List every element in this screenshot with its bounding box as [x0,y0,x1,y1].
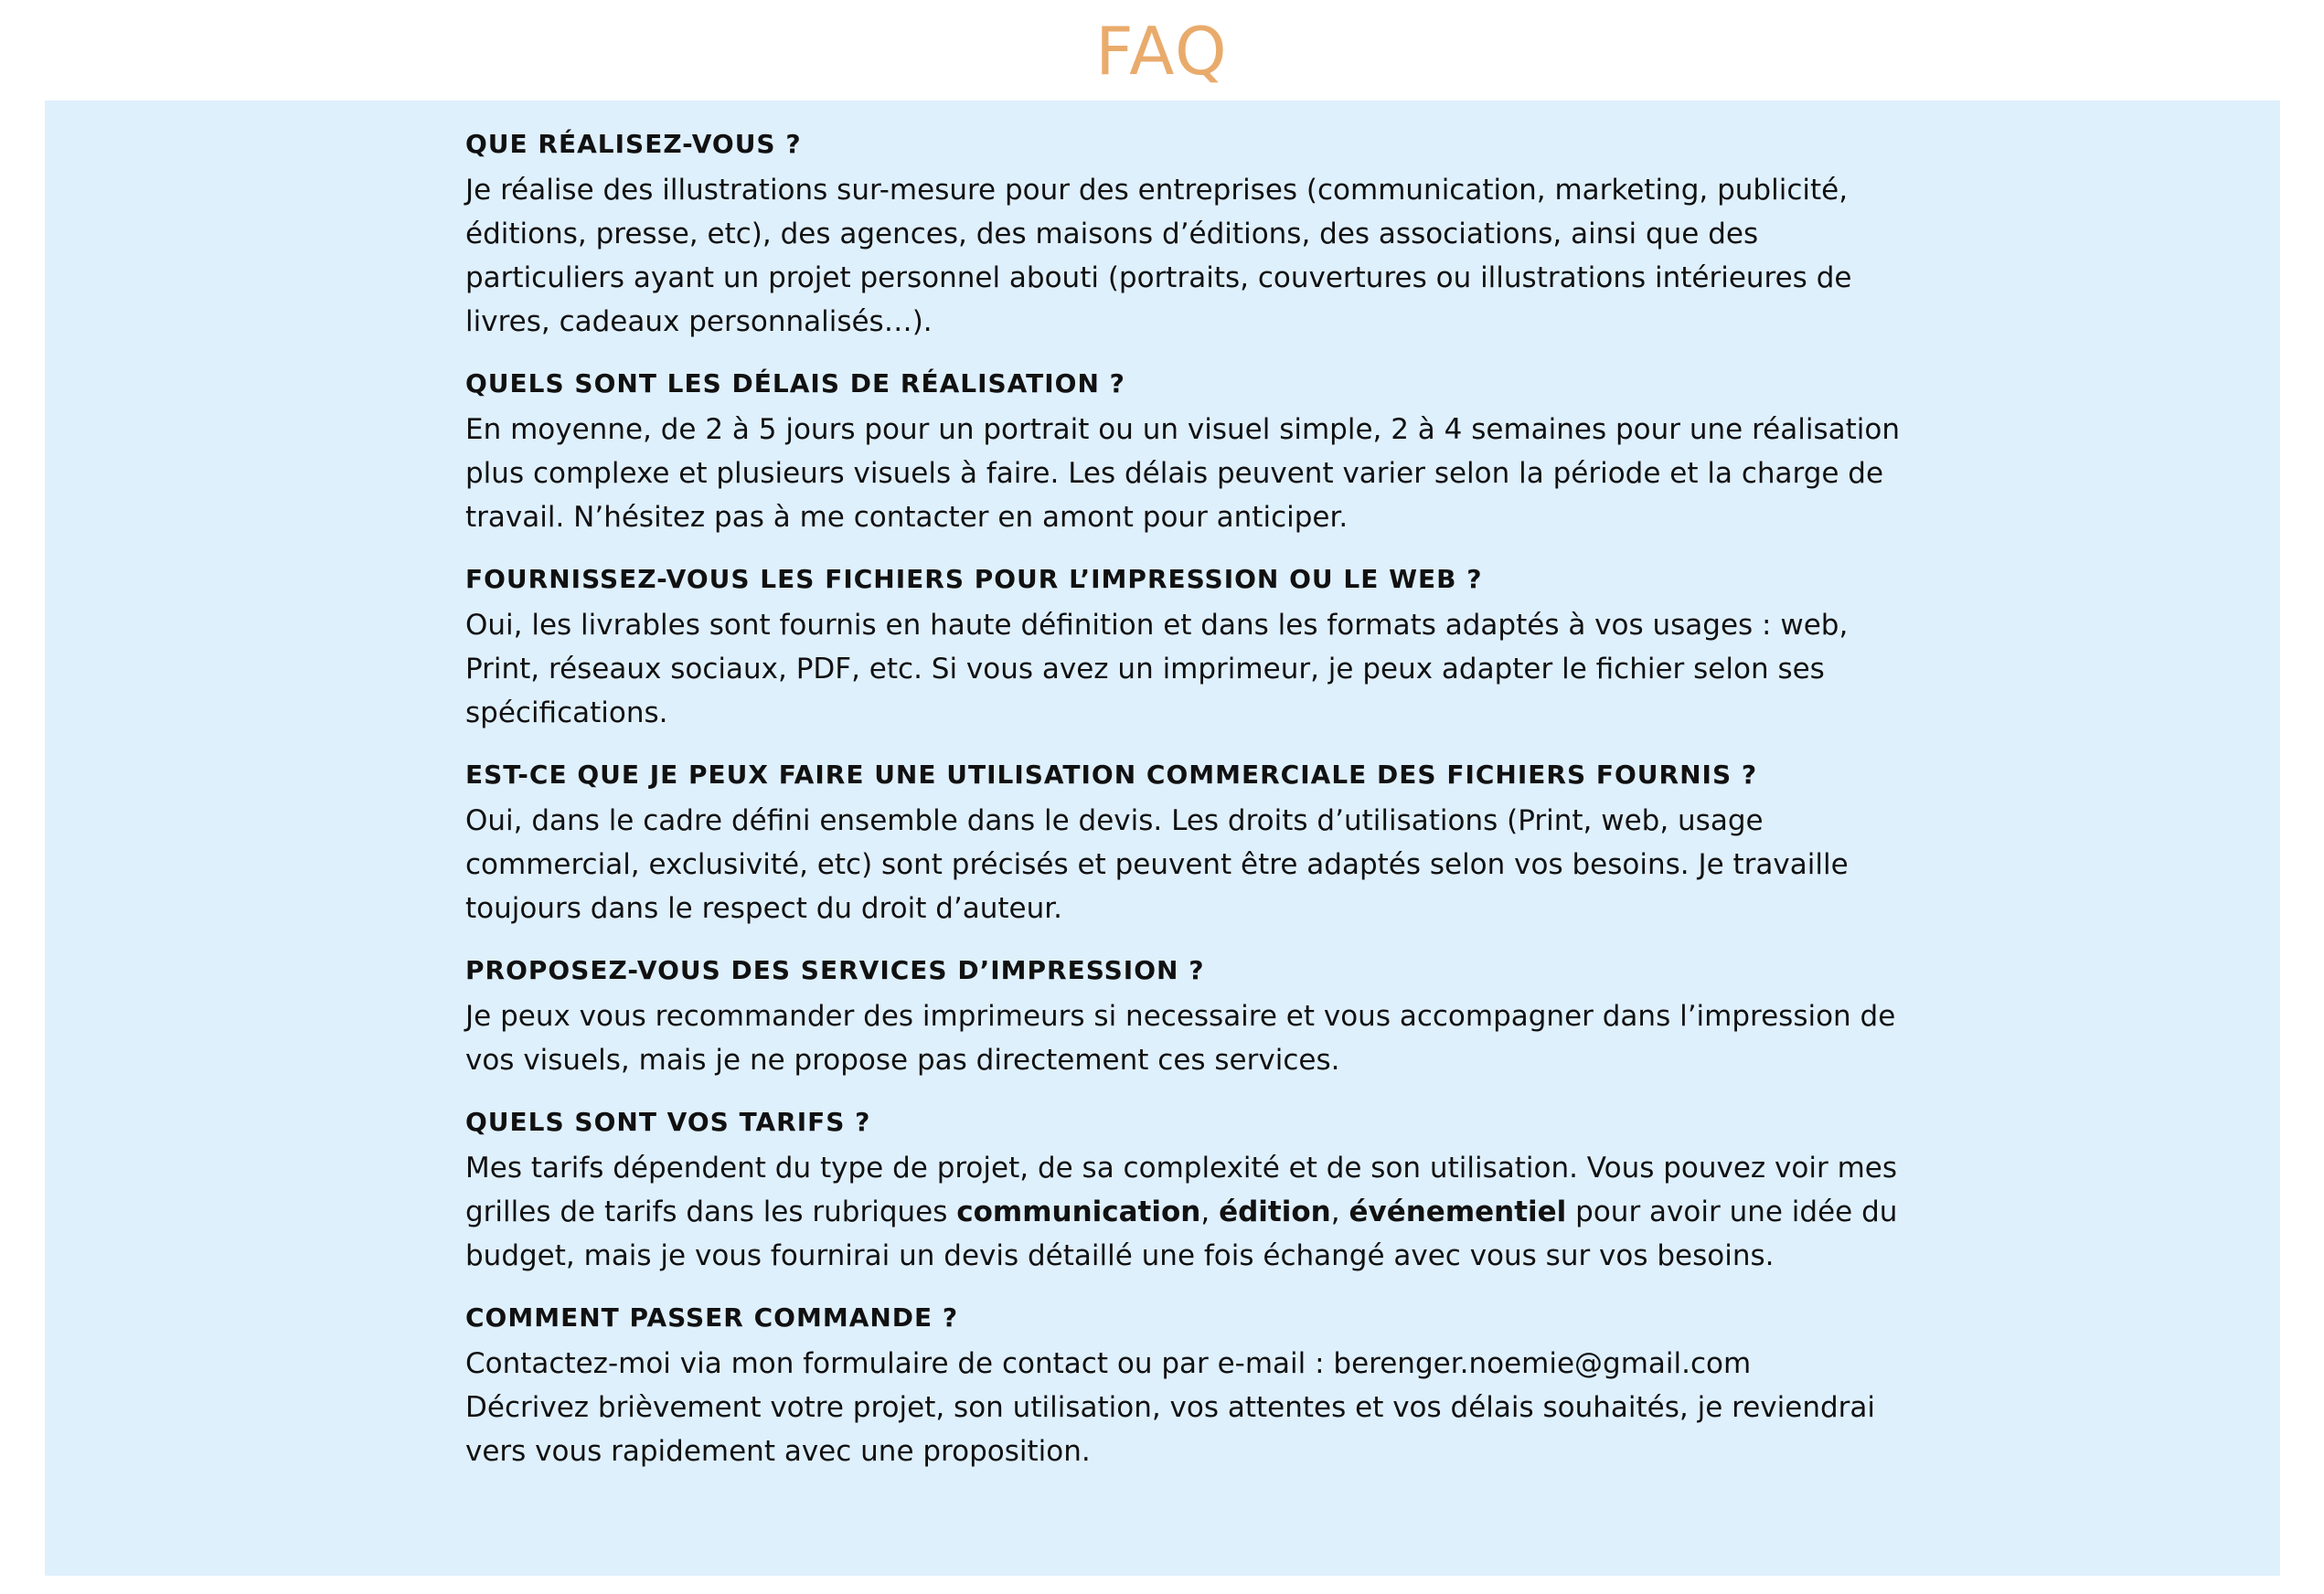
faq-item [465,952,1910,1082]
faq-answer: Oui, dans le cadre défini ensemble dans le devis. Les droits d’utilisations (Print, web, usage commercial, exclusivité, etc) sont précisés et peuvent être adaptés selon vos besoins. Je travaille toujours dans le respect du droit d’auteur. [465,804,1849,925]
faq-item [465,757,1910,930]
faq-list [465,126,1910,1495]
faq-question: COMMENT PASSER COMMANDE ? [465,1302,959,1333]
faq-answer: Oui, les livrables sont fournis en haute définition et dans les formats adaptés à vos usages : web, Print, réseaux sociaux, PDF, etc. Si vous avez un imprimeur, je peux adapter le fichier selon ses spécifications. [465,609,1849,729]
faq-item [465,561,1910,735]
faq-question: QUELS SONT LES DÉLAIS DE RÉALISATION ? [465,368,1125,398]
faq-item [465,1104,1910,1278]
faq-question: FOURNISSEZ-VOUS LES FICHIERS POUR L’IMPRESSION OU LE WEB ? [465,564,1483,594]
evenementiel-link[interactable]: événementiel [1349,1196,1567,1228]
separator-text: , [1200,1196,1220,1228]
faq-question: QUE RÉALISEZ-VOUS ? [465,129,802,159]
faq-question: PROPOSEZ-VOUS DES SERVICES D’IMPRESSION ? [465,955,1205,985]
faq-panel [45,101,2280,1576]
faq-answer: Je peux vous recommander des imprimeurs si necessaire et vous accompagner dans l’impression de vos visuels, mais je ne propose pas directement ces services. [465,1000,1896,1077]
faq-answer: Je réalise des illustrations sur-mesure pour des entreprises (communication, marketing, publicité, éditions, presse, etc), des agences, des maisons d’éditions, des associations, ainsi que des particuliers ayant un projet personnel abouti (portraits, couvertures ou illustrations intérieures de livres, cadeaux personnalisés…). [465,174,1852,338]
separator-text: , [1330,1196,1349,1228]
faq-answer-tarifs [465,1146,1910,1278]
faq-item [465,126,1910,344]
faq-answer-text: Mes tarifs dépendent du type de projet, de sa complexité et de son utilisation. Vous pouvez voir mes grilles de tarifs dans les rubriques [465,1152,1897,1228]
faq-answer: En moyenne, de 2 à 5 jours pour un portrait ou un visuel simple, 2 à 4 semaines pour une réalisation plus complexe et plusieurs visuels à faire. Les délais peuvent varier selon la période et la charge de travail. N’hésitez pas à me contacter en amont pour anticiper. [465,413,1900,534]
faq-answer-text: pour avoir une idée du budget, mais je vous fournirai un devis détaillé une fois échangé avec vous sur vos besoins. [465,1196,1898,1272]
faq-question: EST-CE QUE JE PEUX FAIRE UNE UTILISATION COMMERCIALE DES FICHIERS FOURNIS ? [465,760,1758,790]
faq-answer-contact: Contactez-moi via mon formulaire de contact ou par e-mail : berenger.noemie@gmail.com [465,1347,1752,1380]
faq-question: QUELS SONT VOS TARIFS ? [465,1107,871,1137]
communication-link[interactable]: communication [956,1196,1201,1228]
faq-answer-contact-details: Décrivez brièvement votre projet, son utilisation, vos attentes et vos délais souhaités, je reviendrai vers vous rapidement avec une proposition. [465,1391,1875,1468]
faq-item [465,366,1910,539]
faq-item [465,1300,1910,1473]
edition-link[interactable]: édition [1219,1196,1331,1228]
page-title: FAQ [1095,13,1229,90]
